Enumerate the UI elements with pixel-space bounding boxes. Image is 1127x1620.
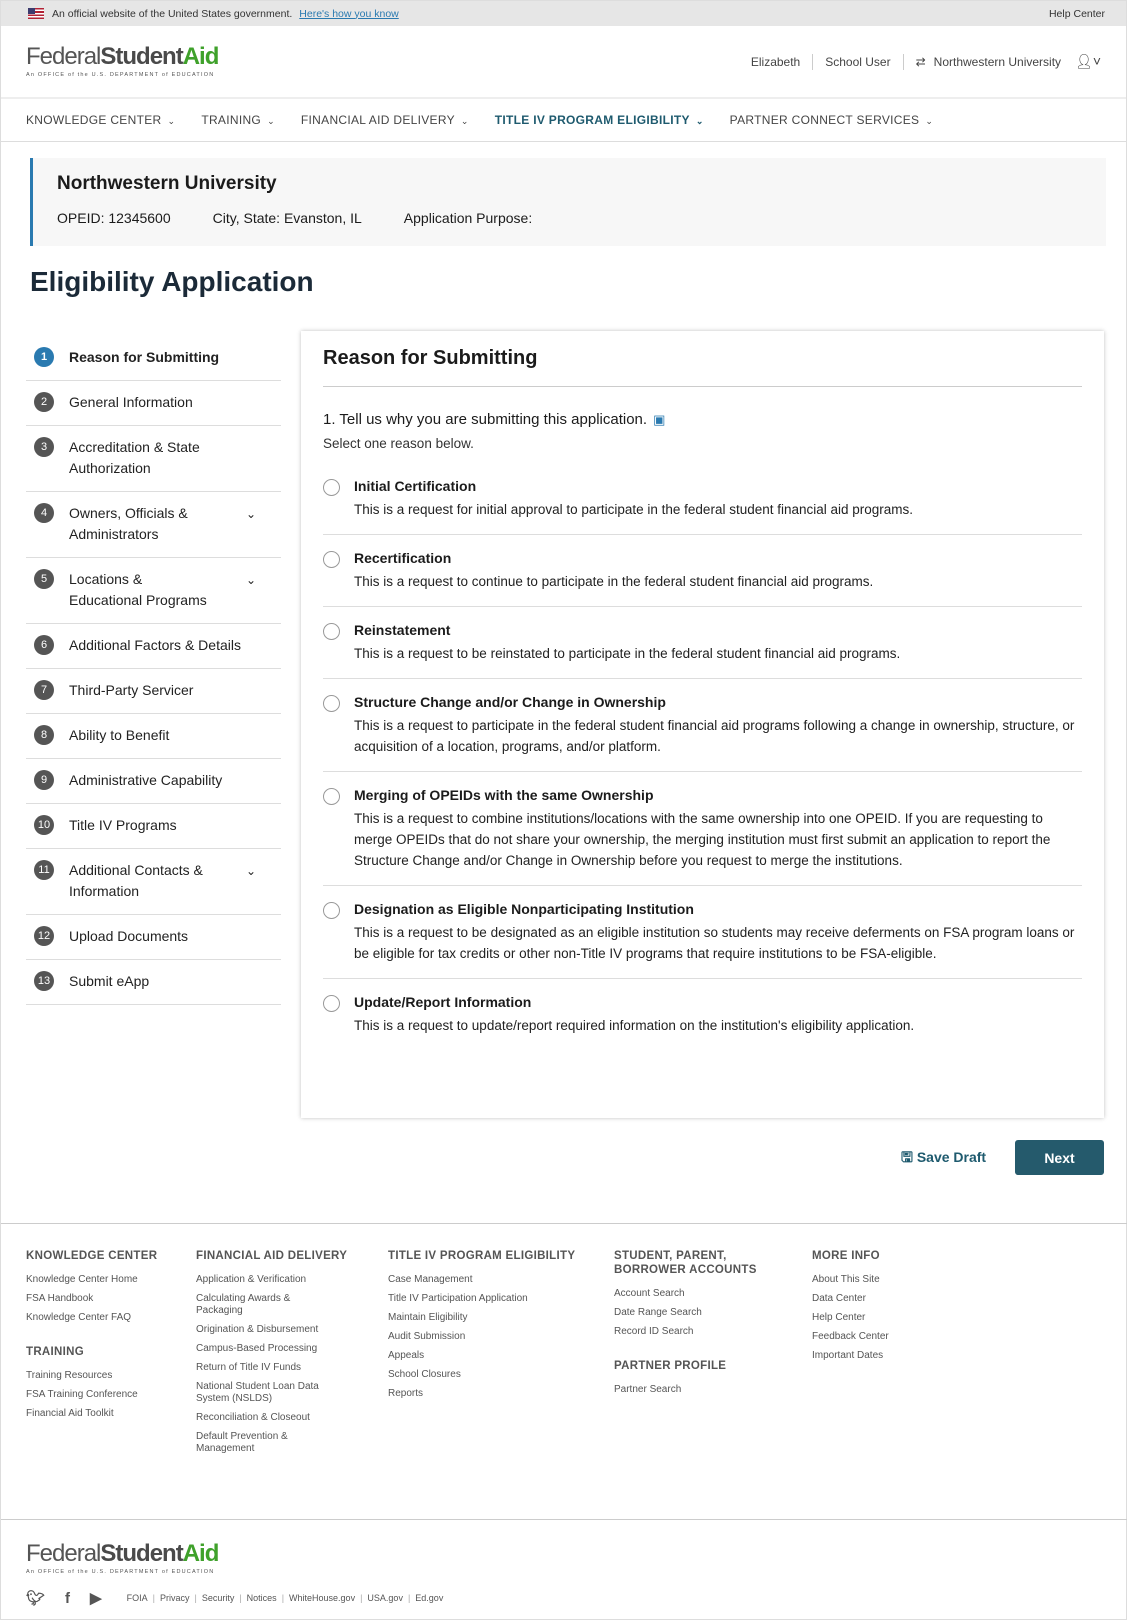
footer-link[interactable]: Feedback Center <box>812 1331 889 1342</box>
institution-switcher[interactable]: Northwestern University <box>933 54 1062 69</box>
divider: | <box>360 1593 363 1603</box>
footer-link[interactable]: Case Management <box>388 1274 473 1285</box>
divider: | <box>281 1593 285 1603</box>
radio-button[interactable] <box>323 551 340 568</box>
step-label: Owners, Officials & Administrators <box>69 505 188 542</box>
step-label: Title IV Programs <box>69 817 177 833</box>
footer-link[interactable]: Help Center <box>812 1312 866 1323</box>
nav-knowledge-center[interactable]: KNOWLEDGE CENTER ⌄ <box>26 113 176 127</box>
radio-button[interactable] <box>323 623 340 640</box>
divider: | <box>194 1593 197 1603</box>
reason-panel <box>301 331 1104 1118</box>
footer-col-title-iv: TITLE IV PROGRAM ELIGIBILITY Case Management Title IV Participation Application Maintain Eligibility Audit Submission Appeals School Closures Reports <box>388 1249 614 1462</box>
chevron-down-icon: ⌄ <box>167 116 176 126</box>
step-label: Additional Factors & Details <box>69 637 241 653</box>
step-number: 11 <box>34 860 54 880</box>
chevron-down-icon[interactable]: ⌄ <box>245 507 256 521</box>
footer-link[interactable]: About This Site <box>812 1274 880 1285</box>
step-number: 2 <box>34 392 54 412</box>
option-description: This is a request to be designated as an eligible institution so students may receive deferments on FSA program loans or be eligible for tax credits or other non-Title IV programs that require institutions to be FSA-eligible. <box>354 925 1075 961</box>
chevron-down-icon: ⌄ <box>695 116 704 126</box>
option-title: Structure Change and/or Change in Ownership <box>354 694 666 710</box>
step-item[interactable] <box>26 624 281 669</box>
reason-option[interactable] <box>323 679 1082 772</box>
option-description: This is a request to continue to participate in the federal student financial aid programs. <box>354 574 874 589</box>
footer-link[interactable]: Audit Submission <box>388 1331 466 1342</box>
user-menu <box>751 53 1101 70</box>
us-flag-icon <box>28 8 44 19</box>
radio-button[interactable] <box>323 995 340 1012</box>
footer-link[interactable]: Account Search <box>614 1288 685 1299</box>
footer-link[interactable]: FSA Handbook <box>26 1293 94 1304</box>
step-label: Reason for Submitting <box>69 349 220 365</box>
application-purpose: Application Purpose: <box>403 210 533 226</box>
youtube-icon[interactable]: ▶ <box>90 1590 102 1607</box>
city-state: City, State: Evanston, IL <box>212 210 362 226</box>
switch-icon[interactable]: ⇄ <box>915 54 926 69</box>
option-title: Initial Certification <box>354 478 477 494</box>
nav-training[interactable]: TRAINING ⌄ <box>201 113 275 127</box>
footer-link[interactable]: Calculating Awards & Packaging <box>196 1293 291 1316</box>
chevron-down-icon: ⌄ <box>267 116 275 126</box>
divider: | <box>152 1593 155 1603</box>
info-icon[interactable]: ▣ <box>653 412 666 427</box>
facebook-icon[interactable]: f <box>65 1589 71 1607</box>
option-title: Designation as Eligible Nonparticipating Institution <box>354 901 694 917</box>
step-label: Upload Documents <box>69 928 189 944</box>
step-number: 9 <box>34 770 54 790</box>
step-label: Submit eApp <box>69 973 150 989</box>
option-description: This is a request to combine institutions/locations with the same ownership into one OPEID. If you are requesting to merge OPEIDs that do not share your ownership, the merging institution must first submit an application to report the Structure Change and/or Change in Ownership before you request to merge the institutions. <box>354 811 1051 868</box>
institution-summary <box>30 158 1106 246</box>
question-text: 1. Tell us why you are submitting this application. <box>323 411 648 428</box>
footer-link[interactable]: Partner Search <box>614 1384 682 1395</box>
footer-link[interactable]: Training Resources <box>26 1370 113 1381</box>
footer-link[interactable]: Important Dates <box>812 1350 884 1361</box>
legal-link[interactable]: Security <box>201 1593 235 1603</box>
footer-link[interactable]: Origination & Disbursement <box>196 1324 319 1335</box>
radio-button[interactable] <box>323 695 340 712</box>
legal-link[interactable]: WhiteHouse.gov <box>289 1593 356 1603</box>
nav-title-iv-eligibility[interactable]: TITLE IV PROGRAM ELIGIBILITY ⌄ <box>494 113 704 127</box>
legal-link[interactable]: Ed.gov <box>415 1593 444 1603</box>
site-header <box>1 26 1126 99</box>
chevron-down-icon[interactable]: ⌄ <box>245 573 256 587</box>
step-number: 7 <box>34 680 54 700</box>
chevron-down-icon: ⌄ <box>925 116 934 126</box>
option-title: Recertification <box>354 550 452 566</box>
footer-link[interactable]: Campus-Based Processing <box>196 1343 318 1354</box>
fsa-logo[interactable]: FederalStudentAid An OFFICE of the U.S. DEPARTMENT of EDUCATION <box>26 43 219 78</box>
option-description: This is a request to update/report required information on the institution's eligibility application. <box>354 1018 915 1033</box>
save-draft-button[interactable]: 🖫︎ Save Draft <box>901 1149 987 1165</box>
legal-link[interactable]: Privacy <box>159 1593 190 1603</box>
user-name: Elizabeth <box>750 54 801 69</box>
option-description: This is a request to participate in the federal student financial aid programs following a change in ownership, structure, or acquisition of a location, programs, and/or platform. <box>354 718 1075 754</box>
footer-link[interactable]: FSA Training Conference <box>26 1389 138 1400</box>
radio-button[interactable] <box>323 479 340 496</box>
step-number: 4 <box>34 503 54 523</box>
page-title: Eligibility Application <box>30 266 314 297</box>
step-item[interactable] <box>26 849 281 915</box>
footer-link[interactable]: Knowledge Center FAQ <box>26 1312 132 1323</box>
step-label: Additional Contacts & Information <box>69 862 203 899</box>
nav-financial-aid-delivery[interactable]: FINANCIAL AID DELIVERY ⌄ <box>300 113 469 127</box>
footer-col-more-info: MORE INFO About This Site Data Center Help Center Feedback Center Important Dates <box>812 1250 889 1361</box>
reason-option[interactable] <box>323 979 1082 1050</box>
footer-link[interactable]: Default Prevention & Management <box>196 1431 288 1454</box>
legal-link[interactable]: Notices <box>246 1593 277 1603</box>
save-icon: 🖫︎ <box>901 1149 913 1165</box>
gov-banner-text: An official website of the United States government. <box>52 7 293 20</box>
divider: | <box>407 1593 411 1603</box>
footer-link[interactable]: School Closures <box>388 1369 461 1380</box>
reason-option[interactable] <box>323 535 1082 607</box>
footer-link[interactable]: Reconciliation & Closeout <box>196 1412 310 1423</box>
radio-button[interactable] <box>323 902 340 919</box>
step-item[interactable] <box>26 492 281 558</box>
step-item[interactable] <box>26 426 281 492</box>
footer-bottom <box>1 1519 1127 1607</box>
user-account-icon[interactable]: 👤︎˅ <box>1075 53 1101 69</box>
opeid: OPEID: 12345600 <box>57 210 171 226</box>
footer-link[interactable]: Application & Verification <box>196 1274 307 1285</box>
divider: | <box>239 1593 242 1603</box>
step-item[interactable] <box>26 960 281 1005</box>
step-item[interactable] <box>26 558 281 624</box>
footer-col-accounts: STUDENT, PARENT, BORROWER ACCOUNTS Account Search Date Range Search Record ID Search PARTNER PROFILE Partner Search <box>614 1249 812 1462</box>
panel-title: Reason for Submitting <box>323 347 1082 387</box>
option-title: Reinstatement <box>354 622 451 638</box>
step-label: Locations & Educational Programs <box>69 571 207 608</box>
step-item[interactable] <box>26 804 281 849</box>
step-number: 1 <box>34 347 54 367</box>
main-nav <box>1 99 1126 142</box>
footer-link[interactable]: Financial Aid Toolkit <box>26 1408 114 1419</box>
step-item[interactable] <box>26 669 281 714</box>
step-number: 10 <box>34 815 54 835</box>
radio-button[interactable] <box>323 788 340 805</box>
how-you-know-link[interactable]: Here's how you know <box>299 7 399 20</box>
question-hint: Select one reason below. <box>323 436 474 451</box>
twitter-icon[interactable]: 🐦︎ <box>26 1590 46 1607</box>
footer-col-financial-aid-delivery: FINANCIAL AID DELIVERY Application & Verification Calculating Awards & Packaging Origination & Disbursement Campus-Based Processing Return of Title IV Funds National Student Loan Data System (NSLDS) Reconciliation & Closeout Default Prevention & Management <box>196 1250 348 1454</box>
step-number: 8 <box>34 725 54 745</box>
option-title: Update/Report Information <box>354 994 532 1010</box>
step-number: 6 <box>34 635 54 655</box>
option-title: Merging of OPEIDs with the same Ownership <box>354 787 654 803</box>
footer-link[interactable]: Maintain Eligibility <box>388 1312 468 1323</box>
footer-link[interactable]: Knowledge Center Home <box>26 1274 138 1285</box>
step-item[interactable] <box>26 915 281 960</box>
institution-name: Northwestern University <box>57 173 277 194</box>
footer-link[interactable]: Record ID Search <box>614 1326 694 1337</box>
footer-link[interactable]: Return of Title IV Funds <box>196 1362 302 1373</box>
reason-option[interactable] <box>323 607 1082 679</box>
reason-option[interactable] <box>323 772 1082 886</box>
step-label: Administrative Capability <box>69 772 223 788</box>
footer-link[interactable]: Appeals <box>388 1350 425 1361</box>
step-label: Third-Party Servicer <box>69 682 194 698</box>
reason-option[interactable] <box>323 463 1082 535</box>
user-role: School User <box>825 54 891 69</box>
chevron-down-icon: ⌄ <box>460 116 469 126</box>
footer-link[interactable]: National Student Loan Data System (NSLDS) <box>196 1381 319 1404</box>
option-description: This is a request for initial approval to participate in the federal student financial aid programs. <box>354 502 914 517</box>
step-item[interactable] <box>26 381 281 426</box>
reason-option[interactable] <box>323 886 1082 979</box>
option-description: This is a request to be reinstated to participate in the federal student financial aid programs. <box>354 646 901 661</box>
footer-link[interactable]: Title IV Participation Application <box>388 1293 528 1304</box>
footer-link[interactable]: Date Range Search <box>614 1307 702 1318</box>
step-item[interactable] <box>26 759 281 804</box>
footer-fsa-logo[interactable]: FederalStudentAid An OFFICE of the U.S. DEPARTMENT of EDUCATION <box>26 1540 219 1575</box>
footer-link[interactable]: Reports <box>388 1388 424 1399</box>
step-number: 13 <box>34 971 54 991</box>
step-label: Ability to Benefit <box>69 727 170 743</box>
next-button[interactable]: Next <box>1015 1140 1104 1175</box>
step-sidebar <box>26 336 281 1005</box>
legal-link[interactable]: USA.gov <box>367 1593 403 1603</box>
step-item[interactable] <box>26 714 281 759</box>
step-number: 12 <box>34 926 54 946</box>
footer-link[interactable]: Data Center <box>812 1293 866 1304</box>
step-item[interactable] <box>26 336 281 381</box>
step-label: Accreditation & State Authorization <box>69 439 200 476</box>
chevron-down-icon[interactable]: ⌄ <box>245 864 256 878</box>
gov-banner <box>1 1 1126 26</box>
legal-link[interactable]: FOIA <box>126 1593 148 1603</box>
nav-partner-connect-services[interactable]: PARTNER CONNECT SERVICES ⌄ <box>729 113 934 127</box>
footer-col-knowledge-center: KNOWLEDGE CENTER Knowledge Center Home FSA Handbook Knowledge Center FAQ TRAINING Training Resources FSA Training Conference Financial Aid Toolkit <box>26 1249 196 1462</box>
footer-links <box>1 1223 1127 1462</box>
step-number: 5 <box>34 569 54 589</box>
help-center-link[interactable]: Help Center <box>1048 7 1105 20</box>
step-label: General Information <box>69 394 193 410</box>
step-number: 3 <box>34 437 54 457</box>
